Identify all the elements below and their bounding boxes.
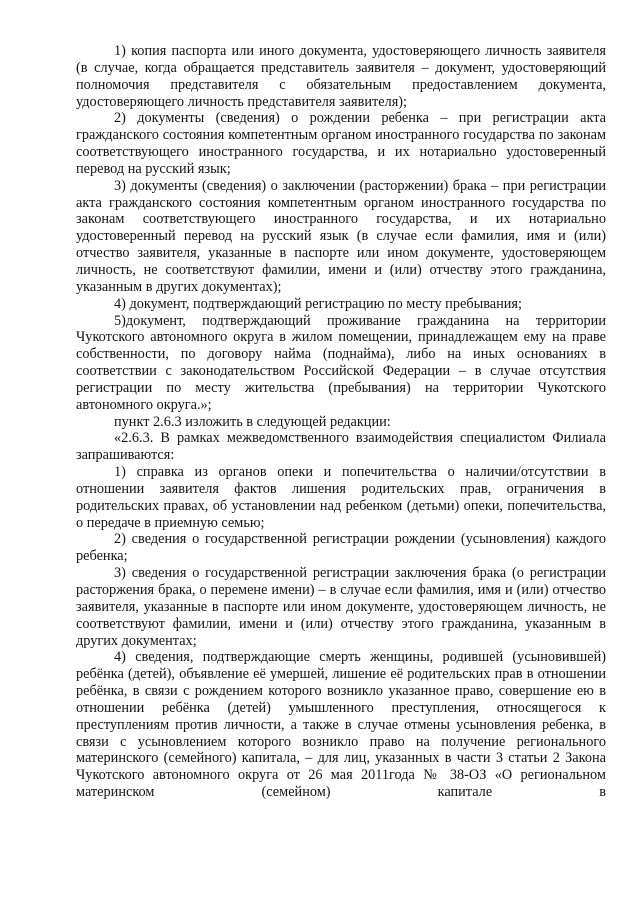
paragraph-amendment-intro: пункт 2.6.3 изложить в следующей редакции: <box>114 413 391 430</box>
document-page <box>76 0 606 801</box>
paragraph-item-4: 4) документ, подтверждающий регистрацию по месту пребывания; <box>114 295 522 312</box>
paragraph-section-2-6-3: «2.6.3. В рамках межведомственного взаимодействия специалистом Филиала запрашиваются: <box>76 430 606 464</box>
paragraph-request-1: 1) справка из органов опеки и попечительства о наличии/отсутствии в отношении заявителя фактов лишения родительских прав, ограничения в родительских правах, об установлении над ребенком (детьми) опеки, попечительства, о передаче в приемную семью; <box>76 464 606 531</box>
paragraph-item-5: 5)документ, подтверждающий проживание гражданина на территории Чукотского автономного округа в жилом помещении, принадлежащем ему на праве собственности, по договору найма (поднайма), либо на иных основаниях в соответствии с законодательством Российской Федерации – в случае отсутствия регистрации по месту жительства (пребывания) на территории Чукотского автономного округа.»; <box>76 312 606 413</box>
paragraph-item-1: 1) копия паспорта или иного документа, удостоверяющего личность заявителя (в случае, когда обращается представитель заявителя – документ, удостоверяющий полномочия представителя с обязательным предоставлением документа, удостоверяющего личность представителя заявителя); <box>76 43 606 110</box>
paragraph-item-2: 2) документы (сведения) о рождении ребенка – при регистрации акта гражданского состояния компетентным органом иностранного государства по законам соответствующего иностранного государства, и их нотариально удостоверенный перевод на русский язык; <box>76 110 606 177</box>
paragraph-request-2: 2) сведения о государственной регистрации рождении (усыновления) каждого ребенка; <box>76 531 606 565</box>
paragraph-item-3: 3) документы (сведения) о заключении (расторжении) брака – при регистрации акта гражданского состояния компетентным органом иностранного государства по законам соответствующего иностранного государства, и их нотариально удостоверенный перевод на русский язык (в случае если фамилия, имя и (или) отчество заявителя, указанные в паспорте или ином документе, удостоверяющем личность, не соответствуют фамилии, имени и (или) отчеству этого гражданина, указанным в других документах); <box>76 177 606 295</box>
paragraph-request-4: 4) сведения, подтверждающие смерть женщины, родившей (усыновившей) ребёнка (детей), объявление её умершей, лишение её родительских прав в отношении ребёнка, в связи с рождением которого возникло указанное право, совершение ею в отношении ребёнка (детей) умышленного преступления, относящегося к преступлениям против личности, а также в случае отмены усыновления ребенка, в связи с усыновлением которого возникло право на получение регионального материнского (семейного) капитала, – для лиц, указанных в части 3 статьи 2 Закона Чукотского автономного округа от 26 мая 2011года № 38-ОЗ «О региональном материнском (семейном) капитале в <box>76 649 606 801</box>
paragraph-request-3: 3) сведения о государственной регистрации заключения брака (о регистрации расторжения брака, о перемене имени) – в случае если фамилия, имя и (или) отчество заявителя, указанные в паспорте или ином документе, удостоверяющем личность, не соответствуют фамилии, имени и (или) отчеству этого гражданина, указанным в других документах; <box>76 565 606 649</box>
